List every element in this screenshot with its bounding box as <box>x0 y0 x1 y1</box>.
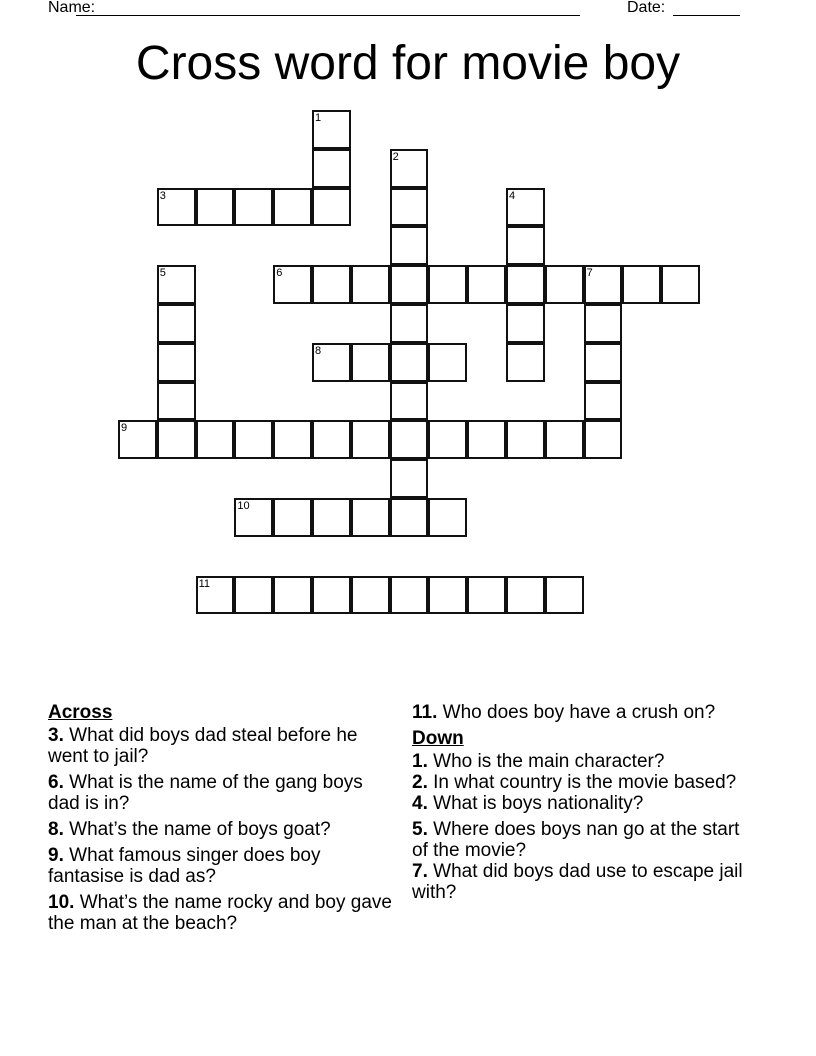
clue-across-6: 6. What is the name of the gang boys dad is in? <box>48 772 363 814</box>
grid-cell[interactable] <box>196 188 235 227</box>
grid-cell[interactable] <box>157 343 196 382</box>
grid-cell[interactable] <box>506 304 545 343</box>
grid-cell[interactable] <box>467 420 506 459</box>
clue-across-8: 8. What’s the name of boys goat? <box>48 819 331 840</box>
grid-cell[interactable] <box>584 343 623 382</box>
grid-cell[interactable] <box>506 188 545 227</box>
clue-down-7: 7. What did boys dad use to escape jail with? <box>412 861 743 903</box>
grid-cell[interactable] <box>506 576 545 615</box>
clue-across-10: 10. What’s the name rocky and boy gave the man at the beach? <box>48 892 392 934</box>
grid-cell[interactable] <box>351 265 390 304</box>
grid-cell[interactable] <box>312 420 351 459</box>
grid-cell[interactable] <box>351 420 390 459</box>
grid-cell[interactable] <box>390 343 429 382</box>
grid-cell[interactable] <box>506 343 545 382</box>
clue-number: 11 <box>198 577 211 590</box>
grid-cell[interactable] <box>312 110 351 149</box>
grid-cell[interactable] <box>273 420 312 459</box>
grid-cell[interactable] <box>390 188 429 227</box>
grid-cell[interactable] <box>584 265 623 304</box>
grid-cell[interactable] <box>157 188 196 227</box>
down-heading: Down <box>412 728 464 749</box>
clue-down-2: 2. In what country is the movie based? <box>412 772 737 793</box>
clue-number: 7 <box>586 267 593 280</box>
clue-down-1: 1. Who is the main character? <box>412 751 665 772</box>
clue-number: 8 <box>315 344 322 357</box>
name-label: Name: <box>48 0 96 16</box>
grid-cell[interactable] <box>428 576 467 615</box>
clue-across-9: 9. What famous singer does boy fantasise is dad as? <box>48 845 321 887</box>
clue-number: 10 <box>237 500 250 512</box>
grid-cell[interactable] <box>351 343 390 382</box>
clue-number: 4 <box>509 189 516 202</box>
grid-cell[interactable] <box>545 576 584 615</box>
grid-cell[interactable] <box>506 420 545 459</box>
grid-cell[interactable] <box>390 498 429 537</box>
grid-cell[interactable] <box>545 420 584 459</box>
name-field-line[interactable] <box>76 15 580 16</box>
grid-cell[interactable] <box>467 576 506 615</box>
grid-cell[interactable] <box>390 265 429 304</box>
clue-number: 1 <box>315 112 322 124</box>
grid-cell[interactable] <box>545 265 584 304</box>
grid-cell[interactable] <box>234 420 273 459</box>
clues-column-right <box>412 702 757 908</box>
clue-down-4: 4. What is boys nationality? <box>412 793 644 814</box>
grid-cell[interactable] <box>157 420 196 459</box>
grid-cell[interactable] <box>584 304 623 343</box>
grid-cell[interactable] <box>118 420 157 459</box>
clue-number: 6 <box>276 267 283 280</box>
grid-cell[interactable] <box>273 576 312 615</box>
grid-cell[interactable] <box>157 304 196 343</box>
grid-cell[interactable] <box>390 226 429 265</box>
grid-cell[interactable] <box>273 498 312 537</box>
grid-cell[interactable] <box>390 304 429 343</box>
clue-number: 5 <box>159 267 166 280</box>
crossword-grid <box>118 110 700 615</box>
clue-number: 3 <box>159 189 166 202</box>
clue-across-11: 11. Who does boy have a crush on? <box>412 702 716 723</box>
clues-column-left <box>48 702 393 939</box>
grid-cell[interactable] <box>390 459 429 498</box>
grid-cell[interactable] <box>622 265 661 304</box>
date-label: Date: <box>627 0 666 16</box>
grid-cell[interactable] <box>467 265 506 304</box>
grid-cell[interactable] <box>584 420 623 459</box>
clue-across-3: 3. What did boys dad steal before he went to jail? <box>48 725 358 767</box>
grid-cell[interactable] <box>234 576 273 615</box>
grid-cell[interactable] <box>312 265 351 304</box>
date-field-line[interactable] <box>673 15 740 16</box>
grid-cell[interactable] <box>312 188 351 227</box>
grid-cell[interactable] <box>584 382 623 421</box>
grid-cell[interactable] <box>273 188 312 227</box>
clue-number: 2 <box>392 150 399 163</box>
clue-down-5: 5. Where does boys nan go at the start of the movie? <box>412 819 740 861</box>
grid-cell[interactable] <box>428 420 467 459</box>
grid-cell[interactable] <box>196 576 235 615</box>
grid-cell[interactable] <box>351 498 390 537</box>
grid-cell[interactable] <box>506 226 545 265</box>
grid-cell[interactable] <box>157 265 196 304</box>
grid-cell[interactable] <box>312 576 351 615</box>
across-heading: Across <box>48 702 113 723</box>
page-title: Cross word for movie boy <box>135 37 681 90</box>
grid-cell[interactable] <box>428 498 467 537</box>
grid-cell[interactable] <box>312 343 351 382</box>
grid-cell[interactable] <box>312 498 351 537</box>
grid-cell[interactable] <box>661 265 700 304</box>
grid-cell[interactable] <box>428 265 467 304</box>
grid-cell[interactable] <box>196 420 235 459</box>
grid-cell[interactable] <box>351 576 390 615</box>
grid-cell[interactable] <box>390 149 429 188</box>
grid-cell[interactable] <box>234 498 273 537</box>
grid-cell[interactable] <box>506 265 545 304</box>
grid-cell[interactable] <box>390 420 429 459</box>
grid-cell[interactable] <box>428 343 467 382</box>
grid-cell[interactable] <box>312 149 351 188</box>
grid-cell[interactable] <box>390 576 429 615</box>
header-row <box>48 0 748 22</box>
grid-cell[interactable] <box>273 265 312 304</box>
clue-number: 9 <box>121 422 128 435</box>
grid-cell[interactable] <box>234 188 273 227</box>
grid-cell[interactable] <box>390 382 429 421</box>
grid-cell[interactable] <box>157 382 196 421</box>
